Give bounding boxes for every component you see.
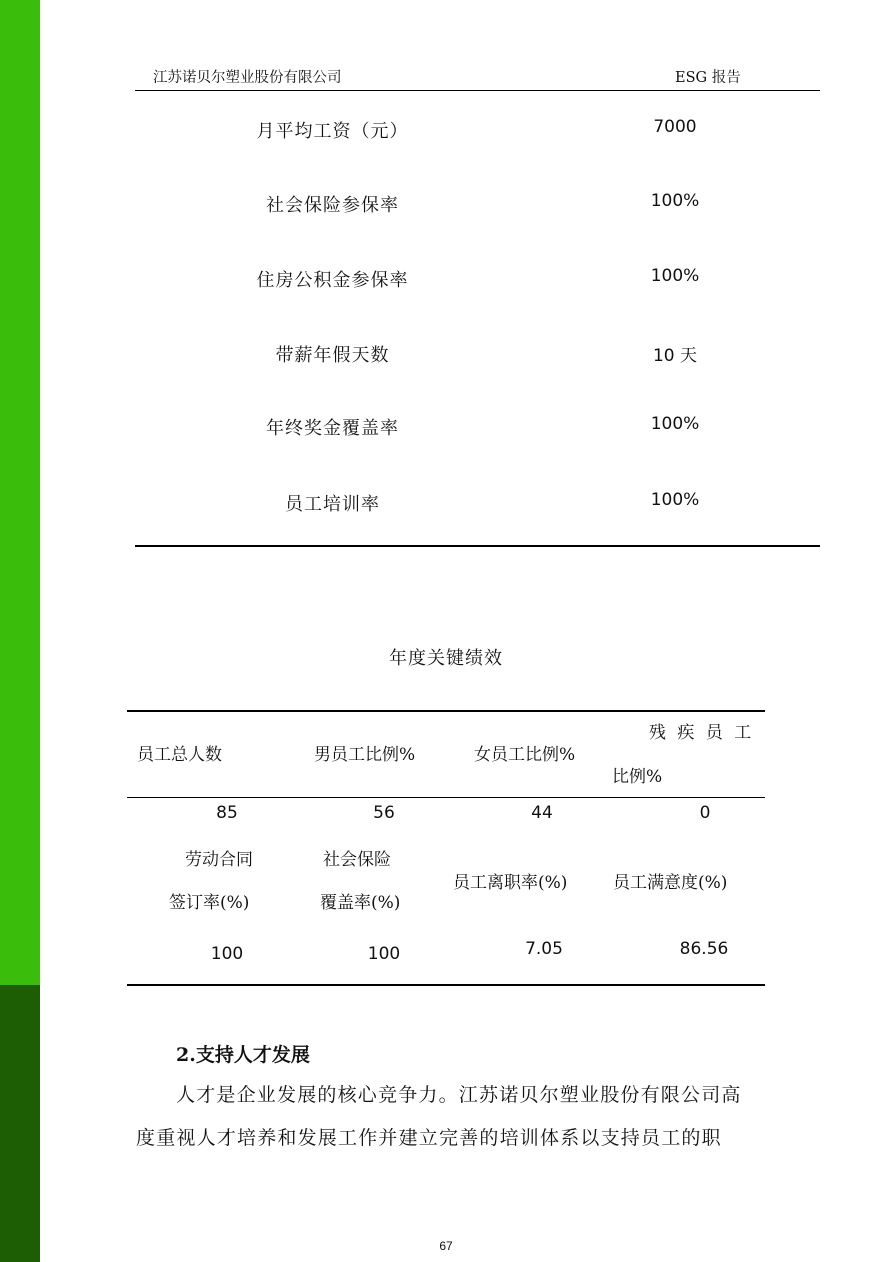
benefit-label: 月平均工资（元） bbox=[256, 121, 409, 142]
header-rule bbox=[135, 90, 820, 91]
header-female-ratio: 女员工比例% bbox=[474, 745, 576, 765]
header-male-ratio: 男员工比例% bbox=[314, 745, 416, 765]
sidebar-accent-light bbox=[0, 0, 40, 985]
benefit-label: 带薪年假天数 bbox=[275, 345, 390, 366]
table-top-rule bbox=[127, 710, 765, 712]
table-caption: 年度关键绩效 bbox=[389, 648, 503, 669]
table-bottom-rule bbox=[127, 984, 765, 986]
section-heading: 2.支持人才发展 bbox=[176, 1044, 310, 1066]
benefit-value: 100% bbox=[650, 266, 700, 286]
benefit-row bbox=[135, 414, 820, 444]
header-contract-rate: 劳动合同 bbox=[185, 850, 253, 870]
value-male-ratio: 56 bbox=[373, 803, 395, 823]
value-disabled-ratio: 0 bbox=[699, 803, 711, 823]
value-insurance-coverage: 100 bbox=[367, 944, 401, 964]
header-turnover-rate: 员工离职率(%) bbox=[453, 873, 568, 893]
header-total-employees: 员工总人数 bbox=[137, 745, 222, 765]
benefit-value: 100% bbox=[650, 490, 700, 510]
header-disabled-ratio-line2: 比例% bbox=[612, 767, 663, 787]
benefit-row bbox=[135, 117, 820, 147]
page-header bbox=[135, 62, 820, 92]
sidebar-accent-dark bbox=[0, 985, 40, 1262]
benefit-label: 年终奖金覆盖率 bbox=[266, 418, 399, 439]
paragraph-line: 度重视人才培养和发展工作并建立完善的培训体系以支持员工的职 bbox=[136, 1127, 722, 1149]
benefit-value: 10 天 bbox=[652, 346, 698, 366]
benefit-label: 社会保险参保率 bbox=[266, 195, 399, 216]
benefit-value: 100% bbox=[650, 191, 700, 211]
value-female-ratio: 44 bbox=[531, 803, 553, 823]
paragraph-line: 人才是企业发展的核心竞争力。江苏诺贝尔塑业股份有限公司高 bbox=[176, 1084, 742, 1106]
benefit-row bbox=[135, 341, 820, 371]
benefit-label: 住房公积金参保率 bbox=[256, 270, 409, 291]
benefit-row bbox=[135, 490, 820, 520]
benefit-value: 100% bbox=[650, 414, 700, 434]
header-contract-rate-line2: 签订率(%) bbox=[169, 893, 250, 913]
benefit-row bbox=[135, 266, 820, 296]
header-insurance-coverage-line2: 覆盖率(%) bbox=[320, 893, 401, 913]
header-satisfaction-rate: 员工满意度(%) bbox=[613, 873, 728, 893]
report-title: ESG 报告 bbox=[675, 70, 741, 86]
header-disabled-ratio: 残 疾 员 工 bbox=[649, 723, 755, 743]
benefit-label: 员工培训率 bbox=[285, 494, 380, 515]
value-satisfaction-rate: 86.56 bbox=[679, 939, 729, 959]
header-insurance-coverage: 社会保险 bbox=[323, 850, 391, 870]
page-number: 67 bbox=[439, 1239, 453, 1253]
company-name: 江苏诺贝尔塑业股份有限公司 bbox=[153, 70, 342, 86]
value-total-employees: 85 bbox=[216, 803, 238, 823]
value-turnover-rate: 7.05 bbox=[525, 939, 563, 959]
performance-table bbox=[127, 710, 765, 986]
table-bottom-rule bbox=[135, 545, 820, 547]
benefit-row bbox=[135, 191, 820, 221]
value-contract-rate: 100 bbox=[210, 944, 244, 964]
benefit-value: 7000 bbox=[653, 117, 697, 137]
